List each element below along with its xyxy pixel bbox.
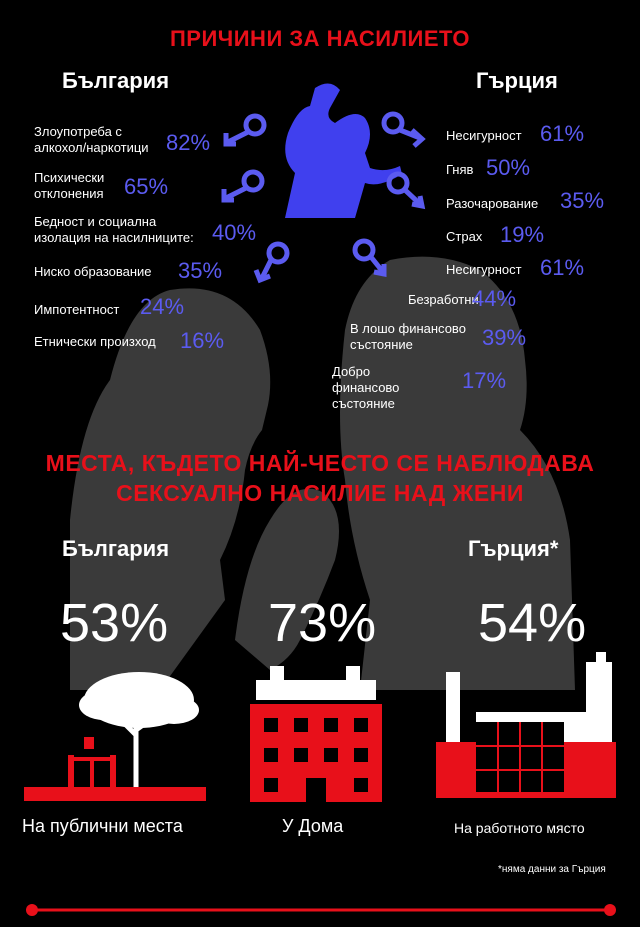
cause-gr-label: Безработни: [408, 292, 479, 307]
cause-bg-label: Етнически произход: [34, 334, 156, 349]
timeline-bar: [22, 900, 622, 920]
title-causes: ПРИЧИНИ ЗА НАСИЛИЕТО: [169, 26, 471, 51]
cause-bg-pct: 24%: [140, 294, 185, 319]
places-heading-greece: Гърция*: [468, 536, 559, 561]
cause-gr-pct: 50%: [486, 155, 531, 180]
place-pct-home: 73%: [268, 593, 377, 653]
places-heading-bulgaria: България: [62, 536, 170, 561]
cause-gr-pct: 61%: [540, 121, 585, 146]
cause-gr-pct: 17%: [462, 368, 507, 393]
title-places-line2: СЕКСУАЛНО НАСИЛИЕ НАД ЖЕНИ: [116, 480, 524, 506]
cause-gr-label: Несигурност: [446, 262, 522, 277]
footnote: *няма данни за Гърция: [498, 864, 606, 875]
cause-bg-pct: 40%: [212, 220, 257, 245]
cause-bg-label: Ниско образование: [34, 264, 152, 279]
tree-cafe-icon: [24, 655, 214, 805]
cause-gr-pct: 44%: [472, 286, 517, 311]
heading-greece: Гърция: [476, 68, 558, 93]
place-label-home: У Дома: [282, 816, 344, 836]
title-places-line1: МЕСТА, КЪДЕТО НАЙ-ЧЕСТО СЕ НАБЛЮДАВА: [45, 450, 595, 476]
cause-bg-pct: 16%: [180, 328, 225, 353]
cause-gr-label: В лошо финансово състояние: [350, 321, 466, 352]
cause-bg-pct: 82%: [166, 130, 211, 155]
heading-bulgaria: България: [62, 68, 170, 93]
home-building-icon: [246, 662, 386, 802]
place-label-work: На работното място: [454, 820, 585, 836]
cause-bg-label: Злоупотреба с алкохол/наркотици: [34, 124, 149, 155]
cause-gr-pct: 19%: [500, 222, 545, 247]
cause-bg-label: Бедност и социална изолация на насилниците:: [34, 214, 194, 245]
cause-bg-pct: 35%: [178, 258, 223, 283]
cause-gr-pct: 61%: [540, 255, 585, 280]
cause-bg-pct: 65%: [124, 174, 169, 199]
cause-bg-label: Импотентност: [34, 302, 120, 317]
factory-icon: [436, 652, 616, 802]
cause-gr-pct: 39%: [482, 325, 527, 350]
place-pct-work: 54%: [478, 593, 587, 653]
cause-gr-label: Гняв: [446, 162, 474, 177]
cause-gr-label: Страх: [446, 229, 483, 244]
cause-gr-label: Разочарование: [446, 196, 539, 211]
cause-gr-pct: 35%: [560, 188, 605, 213]
place-pct-public: 53%: [60, 593, 169, 653]
cause-bg-label: Психически отклонения: [34, 170, 105, 201]
cause-gr-label: Добро финансово състояние: [332, 364, 400, 411]
cause-gr-label: Несигурност: [446, 128, 522, 143]
place-label-public: На публични места: [22, 816, 183, 836]
